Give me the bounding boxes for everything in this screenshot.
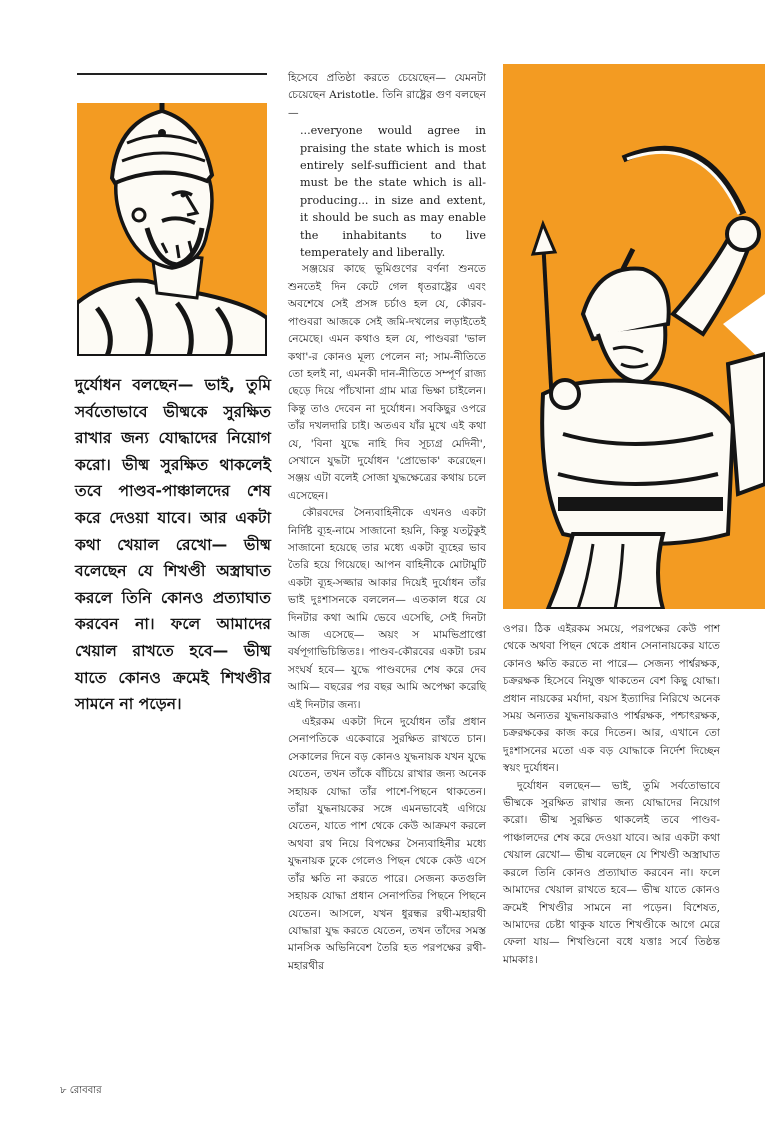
article-column-middle (288, 70, 486, 975)
paragraph: ওপর। ঠিক এইরকম সময়ে, পরপক্ষের কেউ পাশ থেকে অথবা পিছন থেকে প্রধান সেনানায়কের যাতে কোনও ক্ষতি করতে না পারে— সেজন্য পার্শ্বরক্ষক, চক্ররক্ষক হিসেবে নিযুক্ত থাকতেন বেশ কিছু যোদ্ধা। প্রধান নায়কের মর্যাদা, বয়স ইত্যাদির নিরিখে অনেক সময় অন্যতর যুদ্ধনায়করাও পার্শ্বরক্ষক, পশ্চাৎরক্ষক, চক্ররক্ষকের কাজ করে দিতেন। আর, এখানে তো দুঃশাসনের মতো এক বড় যোদ্ধাকে নির্দেশ দিচ্ছেন স্বয়ং দুর্যোধন। (503, 623, 720, 775)
top-rule (77, 73, 267, 75)
paragraph: কৌরবদের সৈন্যবাহিনীকে এখনও একটা নির্দিষ্ট ব্যূহ-নামে সাজানো হয়নি, কিন্তু যতটুকুই সাজানো হয়েছে তার মধ্যে একটা ব্যূহের ভাব তৈরি হয়ে গিয়েছে। আপন বাহিনীকে মোটামুটি একটা ব্যূহ-সজ্জার আকার দিয়েই দুর্যোধন তাঁর ভাই দুঃশাসনকে বললেন— এতকাল ধরে যে দিনটার কথা আমি ভেবে এসেছি, সেই দিনটা আজ এসেছে— অয়ং স মামভিপ্রাপ্তো বর্ষপূগাভিচিন্তিতঃ। পাণ্ডব-কৌরবের একটা চরম সংঘর্ষ হবে— যুদ্ধে পাণ্ডবদের শেষ করে দেব আমি— বছরের পর বছর আমি অপেক্ষা করেছি এই দিনটার জন্য। (288, 507, 486, 711)
page-footer (60, 1083, 102, 1100)
pull-quote: দুর্যোধন বলছেন— ভাই, তুমি সর্বতোভাবে ভীষ্মকে সুরক্ষিত রাখার জন্য যোদ্ধাদের নিয়োগ করো। ভীষ্ম সুরক্ষিত থাকলেই তবে পাণ্ডব-পাঞ্চালদের শেষ করে দেওয়া যাবে। আর একটা কথা খেয়াল রেখো— ভীষ্ম বলেছেন যে শিখণ্ডী অস্ত্রাঘাত করলে তিনি কোনও প্রত্যাঘাত করবেন না। ফলে আমাদের খেয়াল রাখতে হবে— ভীষ্ম যাতে কোনও ক্রমেই শিখণ্ডীর সামনে না পড়েন। (75, 376, 271, 714)
article-column-right (503, 621, 720, 969)
magazine-name: রোববার (69, 1085, 102, 1096)
paragraph: দুর্যোধন বলছেন— ভাই, তুমি সর্বতোভাবে ভীষ্মকে সুরক্ষিত রাখার জন্য যোদ্ধাদের নিয়োগ করো। ভীষ্ম সুরক্ষিত থাকলেই তবে পাণ্ডব-পাঞ্চালদের শেষ করে দেওয়া যাবে। আর একটা কথা খেয়াল রেখো— ভীষ্ম বলেছেন যে শিখণ্ডী অস্ত্রাঘাত করলে তিনি কোনও প্রত্যাঘাত করবেন না। ফলে আমাদের খেয়াল রাখতে হবে— ভীষ্ম যাতে কোনও ক্রমেই শিখণ্ডীর সামনে না পড়েন। বিশেষত, আমাদের চেষ্টা থাকুক যাতে শিখণ্ডীকে আগে মেরে ফেলা যায়— শিখণ্ডিনো বধে যত্তাঃ সর্বে তিষ্ঠন্ত মামকাঃ। (503, 779, 720, 966)
warrior-portrait-illustration (77, 103, 267, 356)
english-quotation: ...everyone would agree in praising the state which is most entirely self-sufficient and that must be the state which is all-producing... in size and extent, it should be such as may enable the inhabitants to live temperately and liberally. (300, 124, 486, 260)
paragraph: সঞ্জয়ের কাছে ভূমিগুণের বর্ণনা শুনতে শুনতেই দিন কেটে গেল ধৃতরাষ্ট্রের এবং অবশেষে সেই প্রসঙ্গ চর্চাও হল যে, কৌরব-পাণ্ডবরা আজকে সেই জমি-দখলের লড়াইতেই নেমেছে। এমন কথাও হল যে, পাণ্ডবরা 'ভাল কথা'-র কোনও মূল্য পেলেন না; সাম-নীতিতে তো হলই না, এমনকী দান-নীতিতে সম্পূর্ণ রাজ্য ছেড়ে দিয়ে পাঁচখানা গ্রাম মাত্র ভিক্ষা চাইলেন। কিন্তু তাও দেবেন না দুর্যোধন। সবকিছুর ওপরে তাঁর দখলদারি চাই। অতএব যাঁর মুখে এই কথা যে, 'বিনা যুদ্ধে নাহি দিব সূচ্যগ্র মেদিনী', সেখানে যুদ্ধটা দুর্যোধন 'প্রোভোক' করেছেন। সঞ্জয় এটা বলেই সোজা যুদ্ধক্ষেত্রের কথায় চলে এসেছেন। (288, 263, 486, 502)
archer-warrior-illustration (503, 64, 765, 609)
page-number: ৮ (60, 1085, 67, 1096)
paragraph: এইরকম একটা দিনে দুর্যোধন তাঁর প্রধান সেনাপতিকে একেবারে সুরক্ষিত রাখতে চান। সেকালের দিনে বড় কোনও যুদ্ধনায়ক যখন যুদ্ধে যেতেন, তখন তাঁকে বাঁচিয়ে রাখার জন্য অনেক সহায়ক যোদ্ধা তাঁর পাশে-পিছনে থাকতেন। তাঁরা যুদ্ধনায়কের সঙ্গে এমনভাবেই এগিয়ে যেতেন, যাতে পাশ থেকে কেউ আক্রমণ করলে অথবা রথ নিয়ে বিপক্ষের সৈন্যবাহিনীর মধ্যে যুদ্ধনায়ক ঢুকে গেলেও পিছন থেকে কেউ এসে তাঁর ক্ষতি না করতে পারে। সেজন্য কতগুলি সহায়ক যোদ্ধা প্রধান সেনাপতির পিছনে পিছনে যেতেন। আসলে, যখন ধুরন্ধর রথী-মহারথী যোদ্ধারা যুদ্ধ করতে যেতেন, তখন তাঁদের সমস্ত মানসিক অভিনিবেশ তৈরি হত পরপক্ষের রথী-মহারথীর (288, 716, 486, 972)
paragraph: হিসেবে প্রতিষ্ঠা করতে চেয়েছেন— যেমনটা চেয়েছেন Aristotle. তিনি রাষ্ট্রের গুণ বলছেন— (288, 72, 486, 119)
